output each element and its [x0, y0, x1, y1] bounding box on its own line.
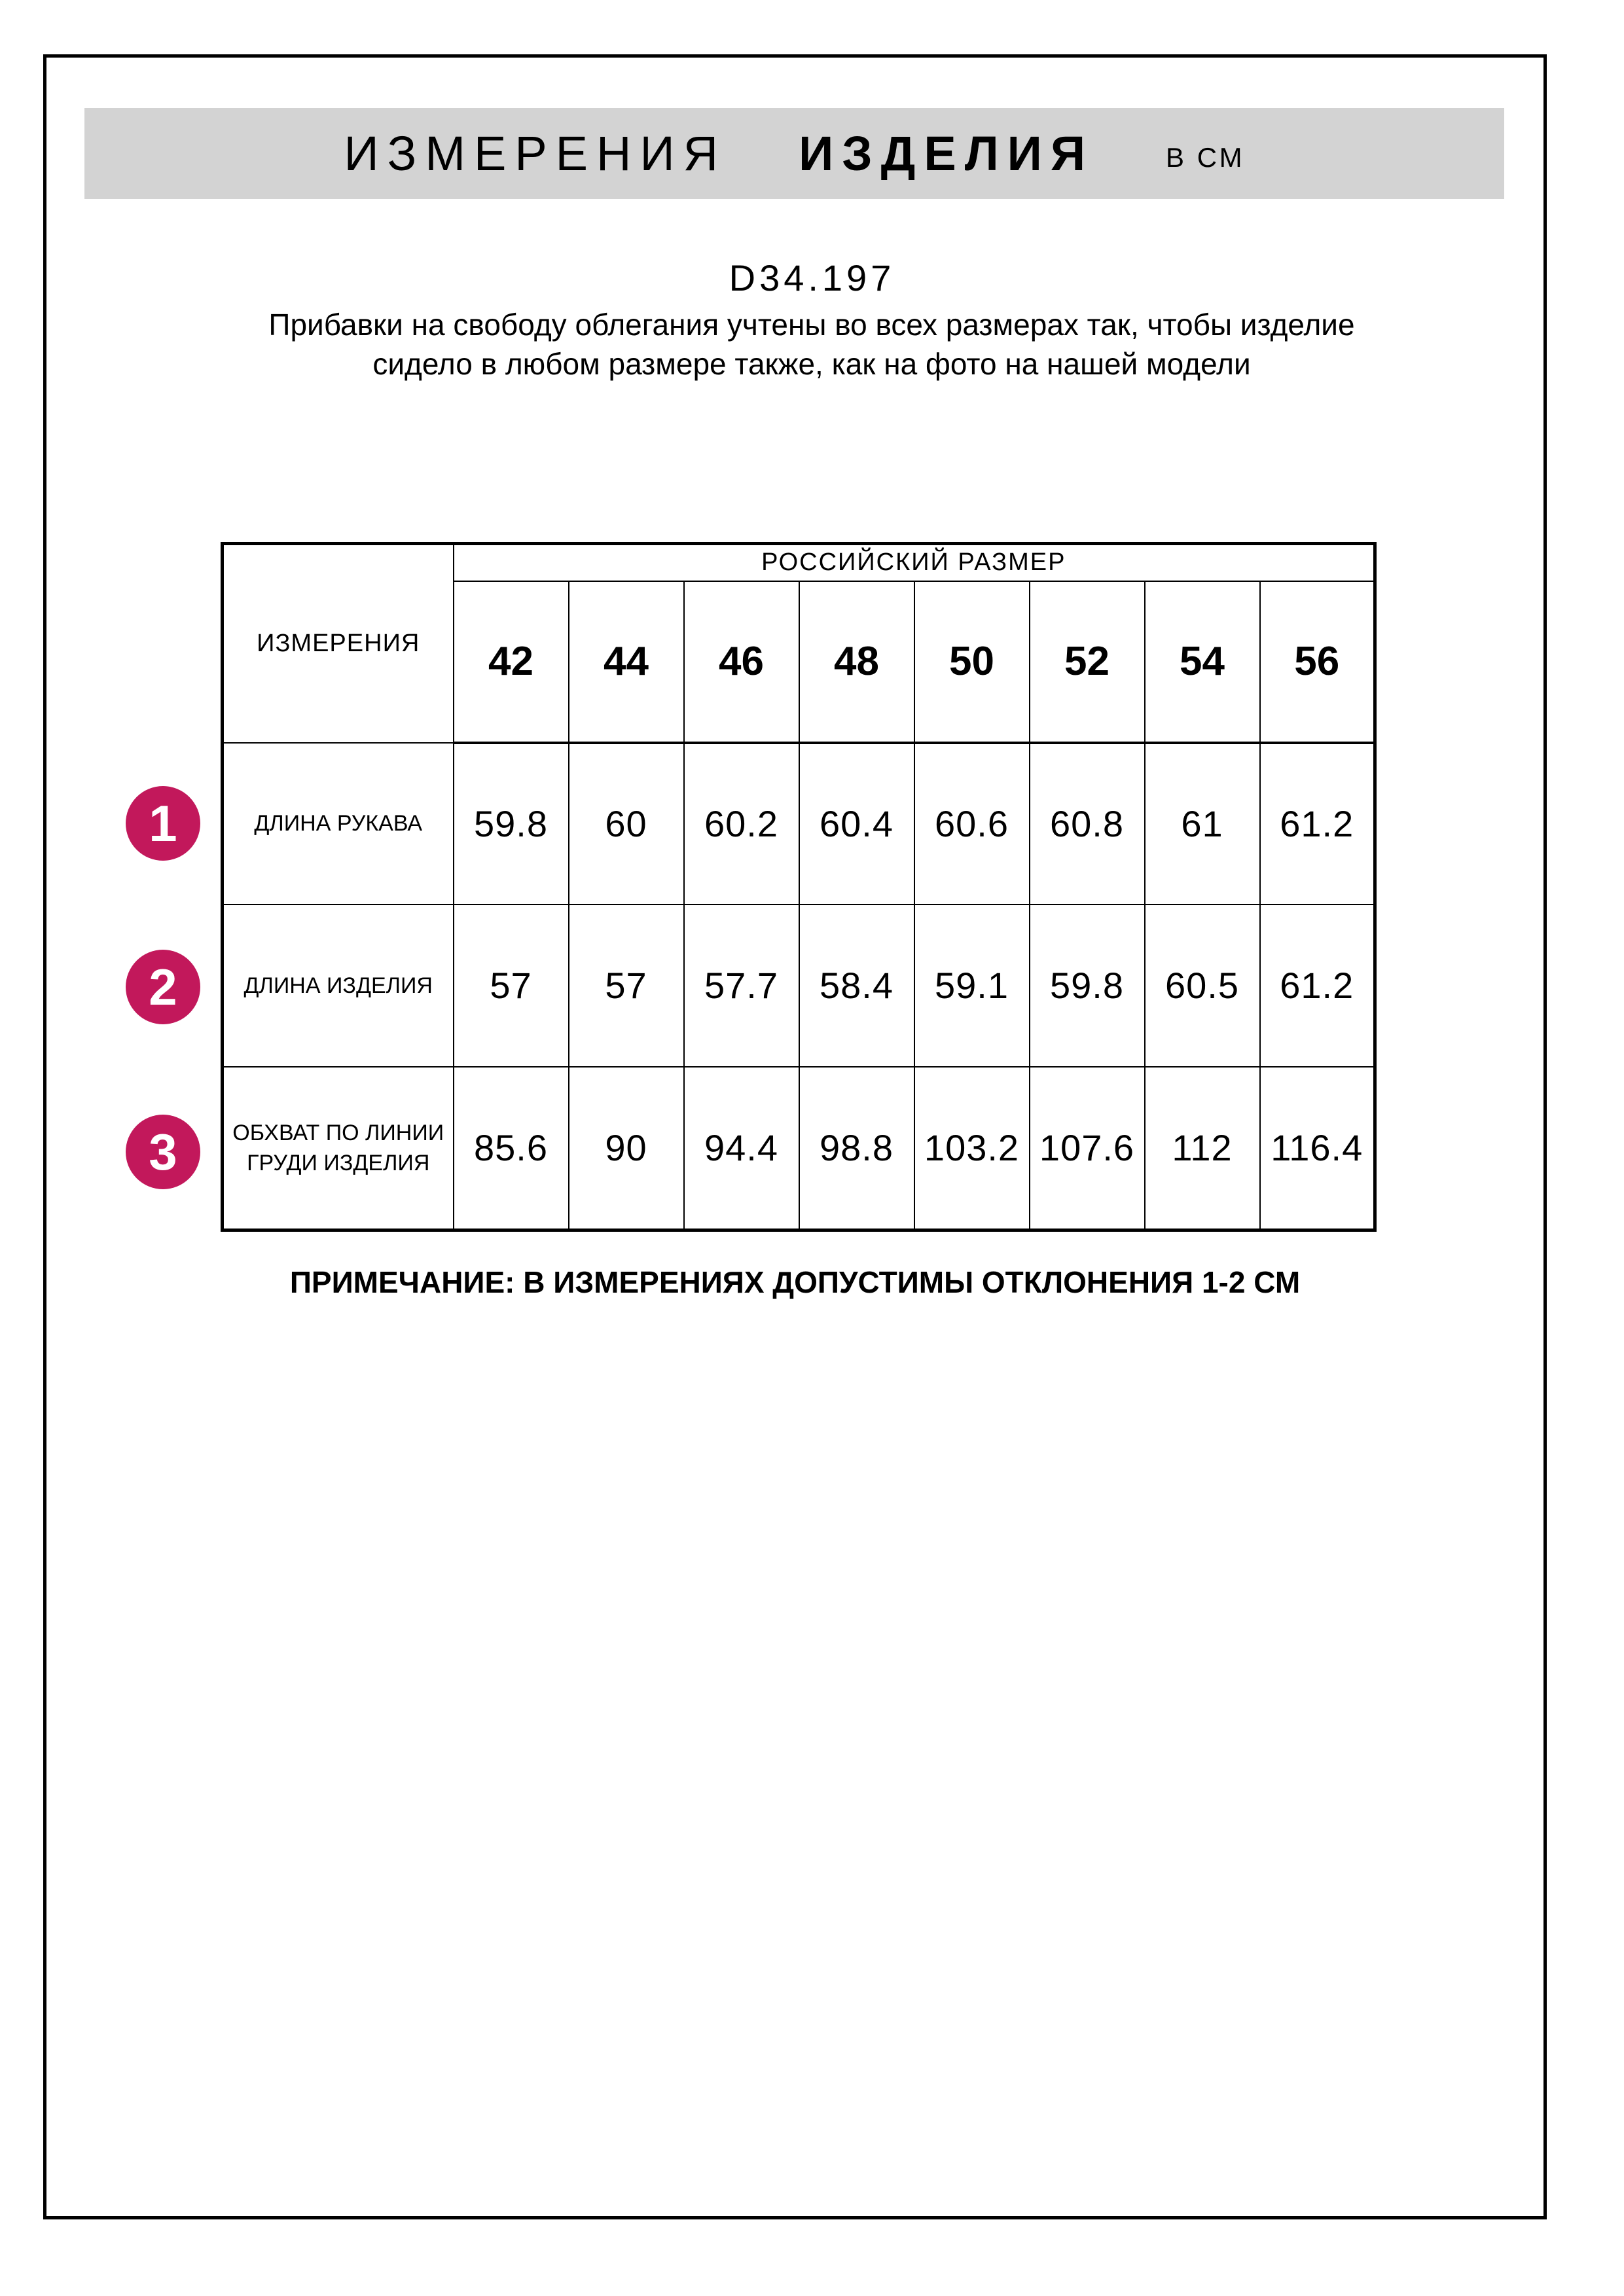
- value-cell: 57: [454, 905, 569, 1067]
- value-cell: 61.2: [1260, 905, 1375, 1067]
- value-cell: 103.2: [914, 1067, 1030, 1230]
- product-code: D34.197: [729, 257, 895, 298]
- value-cell: 61: [1145, 743, 1260, 905]
- measurements-table: [221, 542, 1377, 1232]
- row-label-cell: ОБХВАТ ПО ЛИНИИ ГРУДИ ИЗДЕЛИЯ: [223, 1067, 454, 1230]
- value-cell: 59.1: [914, 905, 1030, 1067]
- page-title: ИЗМЕРЕНИЯ: [344, 126, 727, 181]
- measurements-column-header: ИЗМЕРЕНИЯ: [223, 544, 454, 743]
- size-header-cell: 54: [1145, 581, 1260, 743]
- size-header-cell: 46: [684, 581, 799, 743]
- row-label-cell: ДЛИНА РУКАВА: [223, 743, 454, 905]
- table-row-chest-girth: [223, 1067, 1375, 1230]
- value-cell: 107.6: [1030, 1067, 1145, 1230]
- value-cell: 85.6: [454, 1067, 569, 1230]
- value-cell: 60.5: [1145, 905, 1260, 1067]
- value-cell: 90: [569, 1067, 684, 1230]
- value-cell: 59.8: [1030, 905, 1145, 1067]
- value-cell: 112: [1145, 1067, 1260, 1230]
- value-cell: 57.7: [684, 905, 799, 1067]
- row-number-badge-3: 3: [126, 1115, 200, 1189]
- page-title-bold: ИЗДЕЛИЯ: [799, 126, 1094, 181]
- row-number-badge-1: 1: [126, 786, 200, 861]
- value-cell: 60: [569, 743, 684, 905]
- size-header-cell: 56: [1260, 581, 1375, 743]
- value-cell: 98.8: [799, 1067, 914, 1230]
- row-number-badge-2: 2: [126, 950, 200, 1024]
- table-row-header-group: [223, 544, 1375, 581]
- russian-size-header: РОССИЙСКИЙ РАЗМЕР: [454, 544, 1375, 581]
- value-cell: 116.4: [1260, 1067, 1375, 1230]
- table-row-sleeve-length: [223, 743, 1375, 905]
- description-text: Прибавки на свободу облегания учтены во всех размерах так, чтобы изделие сидело в любом размере также, как на фото на нашей модели: [268, 308, 1355, 381]
- value-cell: 59.8: [454, 743, 569, 905]
- value-cell: 58.4: [799, 905, 914, 1067]
- table-row-item-length: [223, 905, 1375, 1067]
- value-cell: 60.8: [1030, 743, 1145, 905]
- value-cell: 60.2: [684, 743, 799, 905]
- value-cell: 57: [569, 905, 684, 1067]
- size-header-cell: 52: [1030, 581, 1145, 743]
- value-cell: 60.6: [914, 743, 1030, 905]
- tolerance-note: ПРИМЕЧАНИЕ: В ИЗМЕРЕНИЯХ ДОПУСТИМЫ ОТКЛОНЕНИЯ 1-2 СМ: [289, 1265, 1301, 1299]
- size-header-cell: 42: [454, 581, 569, 743]
- value-cell: 60.4: [799, 743, 914, 905]
- row-label-cell: ДЛИНА ИЗДЕЛИЯ: [223, 905, 454, 1067]
- title-bar: [84, 108, 1504, 199]
- value-cell: 61.2: [1260, 743, 1375, 905]
- size-header-cell: 48: [799, 581, 914, 743]
- size-header-cell: 44: [569, 581, 684, 743]
- title-unit-label: В СМ: [1166, 141, 1245, 173]
- size-header-cell: 50: [914, 581, 1030, 743]
- value-cell: 94.4: [684, 1067, 799, 1230]
